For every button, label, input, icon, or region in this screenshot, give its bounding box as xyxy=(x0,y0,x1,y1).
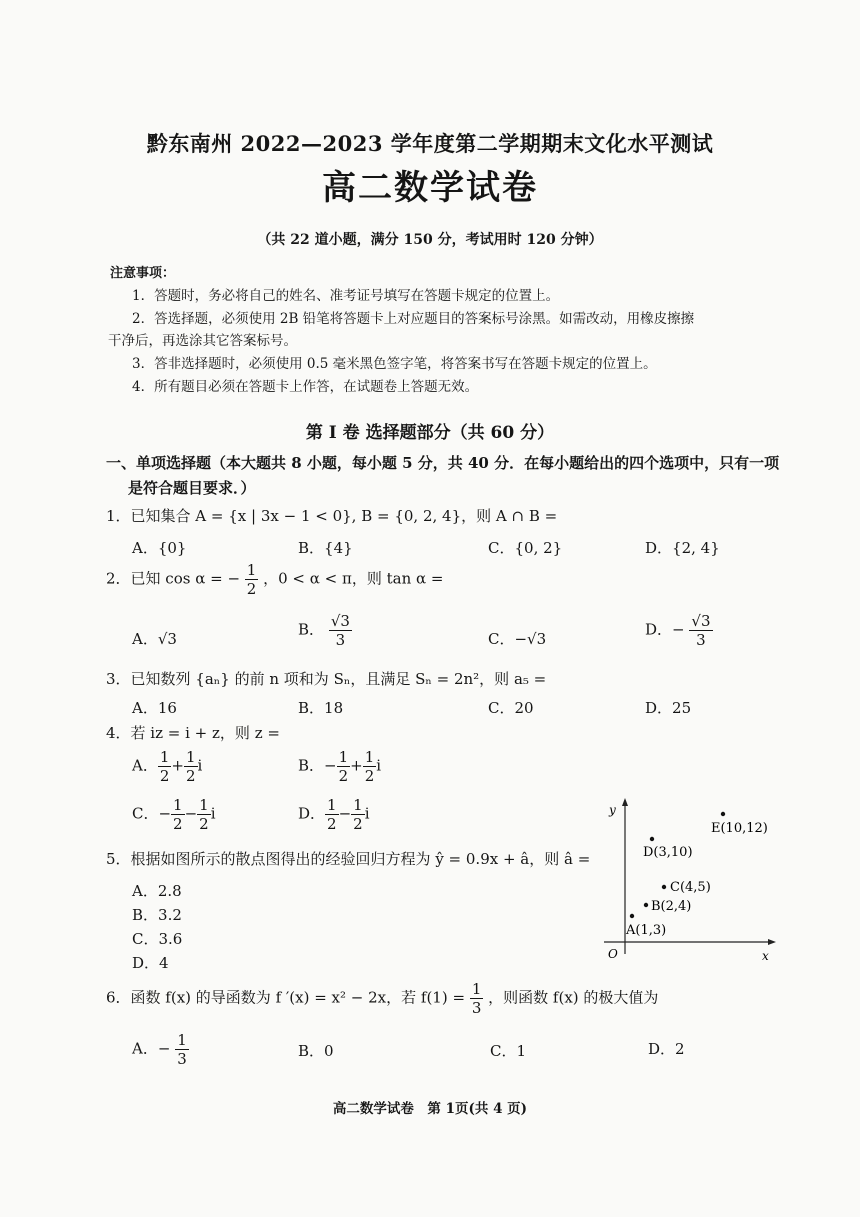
option-label: A． xyxy=(132,756,158,775)
question-3-option-c: C．20 xyxy=(488,699,534,717)
question-1-option-c: C．{0, 2} xyxy=(488,539,563,557)
x-axis-arrow xyxy=(768,939,776,945)
fraction-numerator: √3 xyxy=(330,612,350,630)
y-axis-arrow xyxy=(622,798,628,806)
fraction-numerator: 1 xyxy=(185,748,196,766)
notice-item-4: 4．所有题目必须在答题卡上作答，在试题卷上答题无效。 xyxy=(132,379,479,395)
question-1-option-b: B．{4} xyxy=(298,539,353,557)
fraction-numerator: 1 xyxy=(353,796,363,814)
origin-label: O xyxy=(608,947,618,961)
fraction-denominator: 2 xyxy=(199,815,209,833)
point-d xyxy=(650,837,654,841)
section-title: 第 Ⅰ 卷 选择题部分（共 60 分） xyxy=(305,423,555,443)
notice-item-3: 3．答非选择题时，必须使用 0.5 毫米黑色签字笔，将答案书写在答题卡规定的位置上。 xyxy=(132,356,657,372)
question-2-option-a: A．√3 xyxy=(132,630,177,648)
option-label: D． xyxy=(298,804,326,823)
question-5-option-c: C．3.6 xyxy=(132,930,183,948)
question-5-option-b: B．3.2 xyxy=(132,906,182,924)
point-b xyxy=(644,903,648,907)
question-6-stem xyxy=(106,980,658,1017)
question-5-option-a: A．2.8 xyxy=(132,882,182,900)
imaginary-unit: i xyxy=(210,804,216,823)
point-e-label: E(10,12) xyxy=(711,821,768,836)
question-2-fraction xyxy=(245,561,259,598)
fraction-denominator: 2 xyxy=(185,767,196,785)
option-label: B． xyxy=(298,620,325,639)
question-3-option-d: D．25 xyxy=(645,699,692,717)
point-e xyxy=(721,812,725,816)
question-6-stem-post: ，则函数 f(x) 的极大值为 xyxy=(488,988,659,1007)
part-instructions: 一、单项选择题（本大题共 8 小题，每小题 5 分，共 40 分．在每小题给出的四个选项中，只有一项 xyxy=(106,454,780,472)
fraction-numerator: 1 xyxy=(327,796,337,814)
operator: − xyxy=(338,804,352,823)
point-d-label: D(3,10) xyxy=(643,845,693,860)
fraction-numerator: 1 xyxy=(199,796,209,814)
option-label: D．− xyxy=(645,620,685,639)
exam-info: （共 22 道小题，满分 150 分，考试用时 120 分钟） xyxy=(257,232,603,248)
fraction-denominator: 2 xyxy=(173,815,183,833)
question-3-stem: 3．已知数列 {aₙ} 的前 n 项和为 Sₙ，且满足 Sₙ = 2n²，则 a₅ = xyxy=(106,670,547,688)
fraction-denominator: 2 xyxy=(246,580,257,598)
question-4-stem: 4．若 iz = i + z，则 z = xyxy=(106,724,280,742)
question-6-option-d: D．2 xyxy=(648,1040,685,1058)
point-a xyxy=(630,914,634,918)
operator: − xyxy=(184,804,198,823)
fraction-numerator: 1 xyxy=(246,561,257,579)
page-footer: 高二数学试卷 第 1页(共 4 页) xyxy=(332,1101,528,1117)
scatter-plot-figure xyxy=(596,792,786,970)
imaginary-unit: i xyxy=(376,756,382,775)
question-1-stem: 1．已知集合 A = {x | 3x − 1 < 0}, B = {0, 2, 4}，则 A ∩ B = xyxy=(106,507,558,525)
option-label: A．− xyxy=(132,1039,171,1058)
point-a-label: A(1,3) xyxy=(626,923,667,938)
question-1-option-d: D．{2, 4} xyxy=(645,539,720,557)
question-2-stem-pre: 2．已知 cos α = − xyxy=(106,569,241,588)
question-1-option-a: A．{0} xyxy=(132,539,187,557)
fraction-numerator: 1 xyxy=(338,748,349,766)
fraction-denominator: 2 xyxy=(159,767,170,785)
notice-heading: 注意事项： xyxy=(110,266,176,281)
question-4-option-d xyxy=(298,796,370,833)
part-instructions-cont: 是符合题目要求．） xyxy=(128,479,256,497)
question-6-option-b: B．0 xyxy=(298,1042,334,1060)
notice-item-2: 2．答选择题，必须使用 2B 铅笔将答题卡上对应题目的答案标号涂黑。如需改动，用橡皮擦擦 xyxy=(132,311,695,327)
question-4-option-c xyxy=(132,796,216,833)
question-2-option-d xyxy=(645,612,713,649)
x-axis-label: x xyxy=(762,949,769,963)
operator: + xyxy=(350,756,363,775)
fraction-numerator: 1 xyxy=(364,748,375,766)
question-6-fraction xyxy=(470,980,484,1017)
fraction-denominator: 2 xyxy=(364,767,375,785)
question-2-option-c: C．−√3 xyxy=(488,630,547,648)
point-c-label: C(4,5) xyxy=(670,880,711,895)
fraction-numerator: √3 xyxy=(691,612,711,630)
question-2-stem-post: ，0 < α < π，则 tan α = xyxy=(263,569,444,588)
fraction-denominator: 3 xyxy=(696,631,706,649)
notice-item-2-cont: 干净后，再选涂其它答案标号。 xyxy=(108,333,297,349)
exam-title: 黔东南州 2022—2023 学年度第二学期期末文化水平测试 xyxy=(146,131,714,156)
operator: + xyxy=(171,756,184,775)
notice-item-1: 1．答题时，务必将自己的姓名、准考证号填写在答题卡规定的位置上。 xyxy=(132,288,560,304)
fraction-numerator: 1 xyxy=(177,1031,187,1049)
question-5-option-d: D．4 xyxy=(132,954,169,972)
question-5-stem: 5．根据如图所示的散点图得出的经验回归方程为 ŷ = 0.9x + â，则 â = xyxy=(106,850,591,868)
fraction-denominator: 2 xyxy=(327,815,337,833)
question-2-stem xyxy=(106,561,444,598)
fraction-numerator: 1 xyxy=(471,980,482,998)
question-2-option-b xyxy=(298,612,352,649)
fraction-denominator: 3 xyxy=(335,631,346,649)
y-axis-label: y xyxy=(609,803,616,817)
question-6-stem-pre: 6．函数 f(x) 的导函数为 f ′(x) = x² − 2x，若 f(1) = xyxy=(106,988,466,1007)
fraction-numerator: 1 xyxy=(159,748,170,766)
fraction-denominator: 3 xyxy=(471,999,482,1017)
question-3-option-a: A．16 xyxy=(132,699,177,717)
imaginary-unit: i xyxy=(197,756,203,775)
question-6-option-c: C．1 xyxy=(490,1042,527,1060)
imaginary-unit: i xyxy=(364,804,370,823)
question-4-option-b xyxy=(298,748,381,785)
fraction-denominator: 2 xyxy=(338,767,349,785)
option-label: B．− xyxy=(298,756,337,775)
question-3-option-b: B．18 xyxy=(298,699,344,717)
option-label: C．− xyxy=(132,804,172,823)
fraction-denominator: 2 xyxy=(353,815,363,833)
point-c xyxy=(662,885,666,889)
question-6-option-a xyxy=(132,1031,189,1068)
fraction-denominator: 3 xyxy=(177,1050,187,1068)
point-b-label: B(2,4) xyxy=(651,899,692,914)
exam-subject-title: 高二数学试卷 xyxy=(322,168,538,208)
fraction-numerator: 1 xyxy=(173,796,183,814)
question-4-option-a xyxy=(132,748,202,785)
